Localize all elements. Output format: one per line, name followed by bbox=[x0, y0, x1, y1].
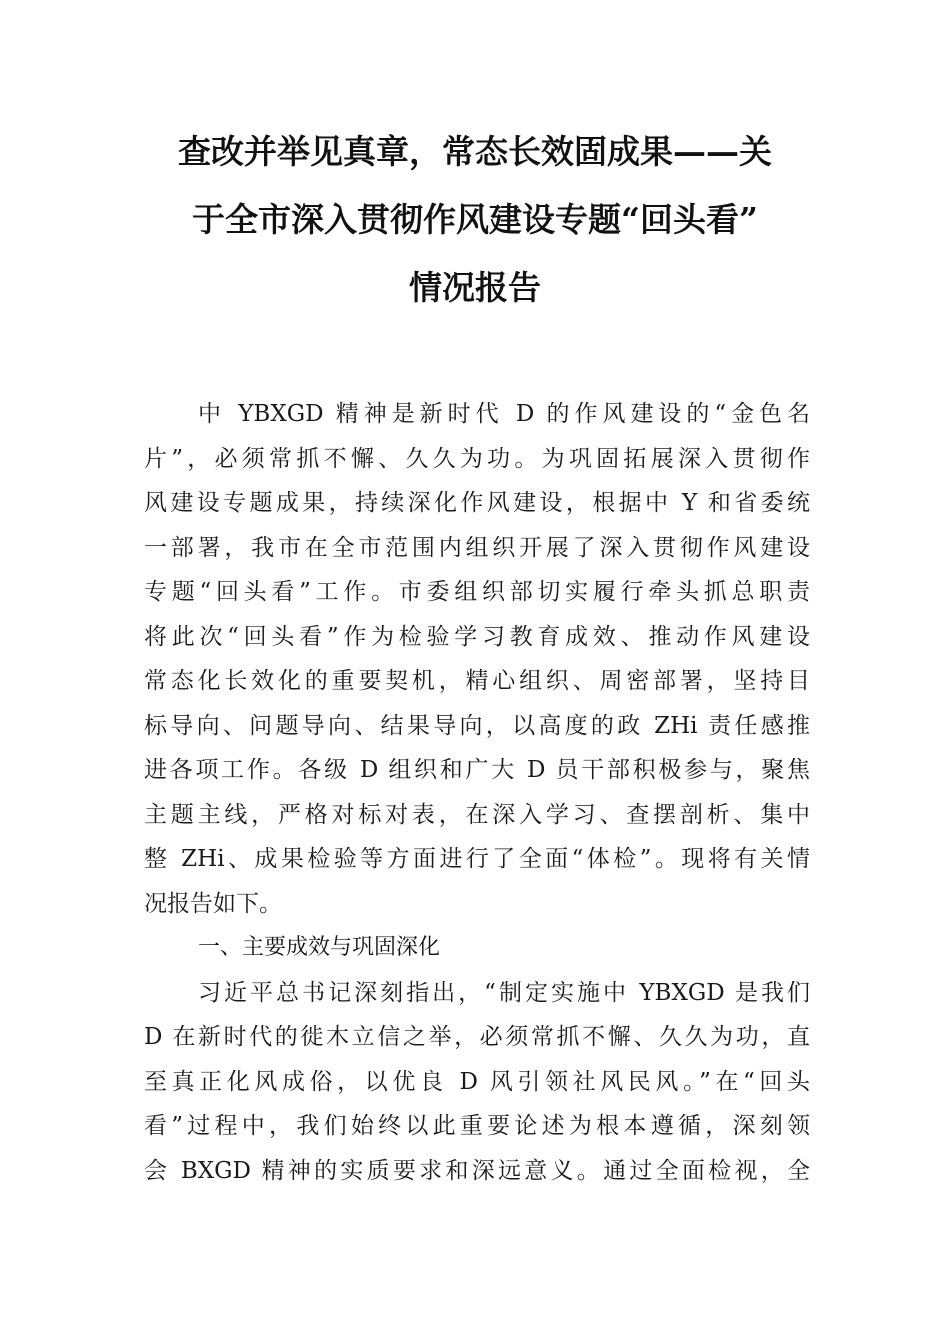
paragraph-line: 一部署，我市在全市范围内组织开展了深入贯彻作风建设 bbox=[144, 534, 810, 561]
section-heading: 一、主要成效与巩固深化 bbox=[198, 935, 441, 960]
title-line: 情况报告 bbox=[409, 268, 541, 307]
paragraph-section1 bbox=[144, 971, 810, 1194]
paragraph-line: 片”，必须常抓不懈、久久为功。为巩固拓展深入贯彻作 bbox=[144, 445, 810, 472]
paragraph-line: 会 BXGD 精神的实质要求和深远意义。通过全面检视，全 bbox=[144, 1157, 810, 1184]
paragraph-line: 习近平总书记深刻指出，“制定实施中 YBXGD 是我们 bbox=[198, 979, 810, 1006]
document-body bbox=[144, 392, 810, 1193]
paragraph-line: 中 YBXGD 精神是新时代 D 的作风建设的“金色名 bbox=[198, 401, 810, 427]
paragraph-line: 看”过程中，我们始终以此重要论述为根本遵循，深刻领 bbox=[144, 1113, 810, 1139]
paragraph-line: 进各项工作。各级 D 组织和广大 D 员干部积极参与，聚焦 bbox=[144, 757, 810, 783]
paragraph-line: 常态化长效化的重要契机，精心组织、周密部署，坚持目 bbox=[144, 668, 810, 694]
paragraph-line: 整 ZHi、成果检验等方面进行了全面“体检”。现将有关情 bbox=[144, 846, 810, 872]
paragraph-intro bbox=[144, 392, 810, 926]
paragraph-line: 专题“回头看”工作。市委组织部切实履行牵头抓总职责 bbox=[144, 579, 810, 605]
paragraph-line: D 在新时代的徙木立信之举，必须常抓不懈、久久为功，直 bbox=[144, 1024, 810, 1050]
paragraph-line: 风建设专题成果，持续深化作风建设，根据中 Y 和省委统 bbox=[144, 490, 810, 516]
paragraph-line: 况报告如下。 bbox=[144, 890, 282, 917]
paragraph-line: 将此次“回头看”作为检验学习教育成效、推动作风建设 bbox=[144, 623, 810, 650]
paragraph-line: 至真正化风成俗，以优良 D 风引领社风民风。”在“回头 bbox=[144, 1068, 810, 1095]
title-line: 于全市深入贯彻作风建设专题“回头看” bbox=[192, 200, 758, 239]
paragraph-line: 标导向、问题导向、结果导向，以高度的政 ZHi 责任感推 bbox=[144, 712, 810, 739]
document-title bbox=[140, 118, 810, 322]
paragraph-line: 主题主线，严格对标对表，在深入学习、查摆剖析、集中 bbox=[144, 801, 810, 828]
title-line: 查改并举见真章，常态长效固成果——关 bbox=[178, 132, 772, 171]
